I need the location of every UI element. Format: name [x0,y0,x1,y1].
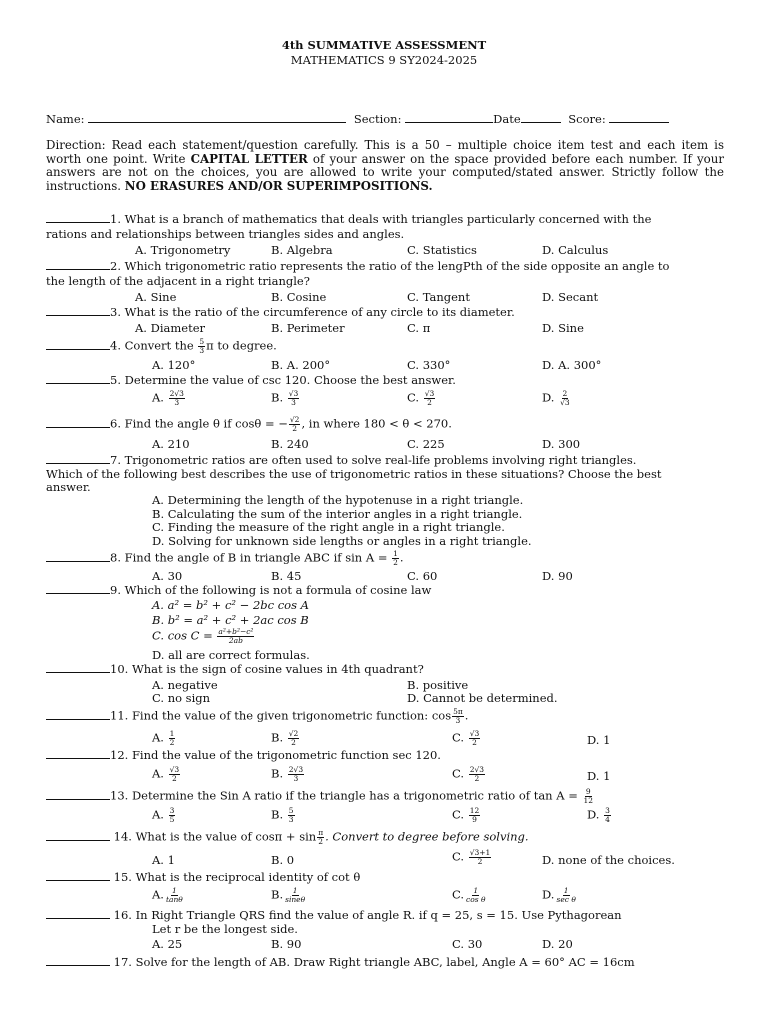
q5-choice-b: B. $\frac{√3}{3}$ [271,389,299,407]
question-3: 3. What is the ratio of the circumference of any circle to its diameter. [46,305,726,319]
q16-choice-b: B. 90 [271,937,302,951]
date-label: Date [493,112,521,126]
q7-choice-c: C. Finding the measure of the right angle in a right triangle. [152,520,505,534]
page-subtitle: MATHEMATICS 9 SY2024-2025 [290,53,478,67]
q2-choice-c: C. Tangent [407,290,470,304]
q3-choice-a: A. Diameter [135,321,206,335]
question-8: 8. Find the angle of B in triangle ABC if sin A = $\frac{1}{2}$ . [46,550,726,567]
score-label: Score: [568,112,606,126]
q8-choice-c: C. 60 [407,569,438,583]
q7-choice-d: D. Solving for unknown side lengths or angles in a right triangle. [152,534,532,548]
answer-blank-17[interactable] [46,955,110,966]
answer-blank-4[interactable] [46,339,110,350]
q3-choice-c: C. π [407,321,431,335]
name-label: Name: [46,112,85,126]
answer-blank-2[interactable] [46,259,110,270]
answer-blank-16[interactable] [46,908,110,919]
q1-choice-d: D. Calculus [542,243,609,257]
question-16: 16. In Right Triangle QRS find the value of angle R. if q = 25, s = 15. Use Pythagorean [46,908,726,922]
q3-choice-d: D. Sine [542,321,584,335]
q11-choice-c: C. $\frac{√3}{2}$ [452,729,480,747]
answer-blank-11[interactable] [46,709,110,720]
q16-choice-d: D. 20 [542,937,573,951]
q14-choice-b: B. 0 [271,853,295,867]
answer-blank-12[interactable] [46,748,110,759]
question-5: 5. Determine the value of csc 120. Choose the best answer. [46,373,726,387]
q4-fraction: $\frac{5}{3}$ [199,337,205,355]
question-7-cont: Which of the following best describes the use of trigonometric ratios in these situations? Choose the best [46,467,662,481]
question-7: 7. Trigonometric ratios are often used to solve real-life problems involving right triangles. [46,453,726,467]
q7-choice-b: B. Calculating the sum of the interior angles in a right triangle. [152,507,523,521]
q12-choice-d: D. 1 [587,769,611,783]
q9-choice-b: B. b² = a² + c² + 2ac cos B [152,613,309,627]
answer-blank-1[interactable] [46,212,110,223]
q15-choice-a: A. $\frac{1}{\tan\theta}$ [152,886,183,904]
question-2: 2. Which trigonometric ratio represents the ratio of the lengPth of the side opposite an angle to [46,259,726,273]
answer-blank-9[interactable] [46,583,110,594]
q2-choice-b: B. Cosine [271,290,327,304]
question-17: 17. Solve for the length of AB. Draw Right triangle ABC, label, Angle A = 60° AC = 16cm [46,955,726,969]
q13-choice-b: B. $\frac{5}{3}$ [271,806,294,824]
section-field[interactable] [405,112,493,123]
q12-choice-a: A. $\frac{√3}{2}$ [152,765,180,783]
answer-blank-8[interactable] [46,551,110,562]
score-field[interactable] [609,112,669,123]
question-13: 13. Determine the Sin A ratio if the triangle has a trigonometric ratio of tan A = $\frac{9}{12}$ [46,788,726,805]
q14-choice-d: D. none of the choices. [542,853,675,867]
answer-blank-14[interactable] [46,830,110,841]
page-title: 4th SUMMATIVE ASSESSMENT [281,38,487,52]
direction-paragraph: Direction: Read each statement/question carefully. This is a 50 – multiple choice item test and each item is worth one point. Write CAPITAL LETTER of your answer on the space provided before each number. If your answers are not on the choices, you are allowed to write your computed/stated answer. Strictly follow the instructions. NO ERASURES AND/OR SUPERIMPOSITIONS. [46,138,724,193]
q8-choice-d: D. 90 [542,569,573,583]
question-4: 4. Convert the $\frac{5}{3}$ π to degree. [46,338,726,355]
q9-choice-a: A. a² = b² + c² − 2bc cos A [152,598,309,612]
q5-choice-d: D. $\frac{2}{√3}$ [542,389,570,407]
q11-choice-a: A. $\frac{1}{2}$ [152,729,175,747]
q14-choice-c: C. $\frac{√3+1}{2}$ [452,848,491,866]
answer-blank-5[interactable] [46,373,110,384]
q11-choice-b: B. $\frac{√2}{2}$ [271,729,299,747]
question-14: 14. What is the value of cosπ + sin $\frac{\pi}{2}$ . Convert to degree before solving. [46,829,726,846]
q4-choice-a: A. 120° [152,358,196,372]
question-15: 15. What is the reciprocal identity of cot θ [46,870,726,884]
question-11: 11. Find the value of the given trigonometric function: cos $\frac{5\pi}{3}$ . [46,708,726,725]
q13-choice-c: C. $\frac{12}{9}$ [452,806,480,824]
question-2-cont: the length of the adjacent in a right triangle? [46,274,310,288]
answer-blank-15[interactable] [46,870,110,881]
q10-choice-a: A. negative [152,678,218,692]
question-16-cont: Let r be the longest side. [152,922,298,936]
answer-blank-3[interactable] [46,305,110,316]
q16-choice-c: C. 30 [452,937,483,951]
q16-choice-a: A. 25 [152,937,183,951]
q6-choice-c: C. 225 [407,437,445,451]
name-field[interactable] [88,112,346,123]
q4-choice-b: B. A. 200° [271,358,331,372]
question-6: 6. Find the angle θ if cosθ = − $\frac{√2}{2}$ , in where 180 < θ < 270. [46,416,726,433]
q13-choice-a: A. $\frac{3}{5}$ [152,806,175,824]
q12-choice-b: B. $\frac{2√3}{3}$ [271,765,304,783]
answer-blank-10[interactable] [46,662,110,673]
q9-choice-c: C. cos C = $\frac{\text{a²+b²−c²}}{2ab}$ [152,627,254,645]
q2-choice-d: D. Secant [542,290,599,304]
q1-choice-b: B. Algebra [271,243,333,257]
question-1-cont: rations and relationships between triangles sides and angles. [46,227,405,241]
answer-blank-7[interactable] [46,453,110,464]
q4-choice-d: D. A. 300° [542,358,602,372]
q10-choice-c: C. no sign [152,691,211,705]
question-1: 1. What is a branch of mathematics that deals with triangles particularly concerned with the [46,212,726,226]
answer-blank-13[interactable] [46,789,110,800]
q12-choice-c: C. $\frac{2√3}{2}$ [452,765,485,783]
q4-choice-c: C. 330° [407,358,451,372]
answer-blank-6[interactable] [46,417,110,428]
question-10: 10. What is the sign of cosine values in 4th quadrant? [46,662,726,676]
date-field[interactable] [521,112,561,123]
q1-choice-c: C. Statistics [407,243,477,257]
q6-choice-d: D. 300 [542,437,581,451]
q8-choice-b: B. 45 [271,569,302,583]
question-7-cont-2: answer. [46,480,91,494]
q13-choice-d: D. $\frac{3}{4}$ [587,806,610,824]
q15-choice-c: C. $\frac{1}{\text{cos θ}}$ [452,886,486,904]
q6-choice-b: B. 240 [271,437,309,451]
q14-choice-a: A. 1 [152,853,175,867]
q8-choice-a: A. 30 [152,569,183,583]
info-line [46,112,669,126]
q6-choice-a: A. 210 [152,437,190,451]
q3-choice-b: B. Perimeter [271,321,345,335]
question-9: 9. Which of the following is not a formula of cosine law [46,583,726,597]
q5-choice-c: C. $\frac{√3}{2}$ [407,389,435,407]
q9-choice-d: D. all are correct formulas. [152,648,310,662]
q1-choice-a: A. Trigonometry [135,243,231,257]
q7-choice-a: A. Determining the length of the hypotenuse in a right triangle. [152,493,524,507]
q15-choice-d: D. $\frac{1}{\text{sec θ}}$ [542,886,576,904]
q11-choice-d: D. 1 [587,733,611,747]
q10-choice-d: D. Cannot be determined. [407,691,558,705]
q10-choice-b: B. positive [407,678,469,692]
q5-choice-a: A. $\frac{2√3}{3}$ [152,389,184,407]
q15-choice-b: B. $\frac{1}{\sin e\theta}$ [271,886,306,904]
q2-choice-a: A. Sine [135,290,177,304]
question-12: 12. Find the value of the trigonometric function sec 120. [46,748,726,762]
section-label: Section: [353,112,402,126]
